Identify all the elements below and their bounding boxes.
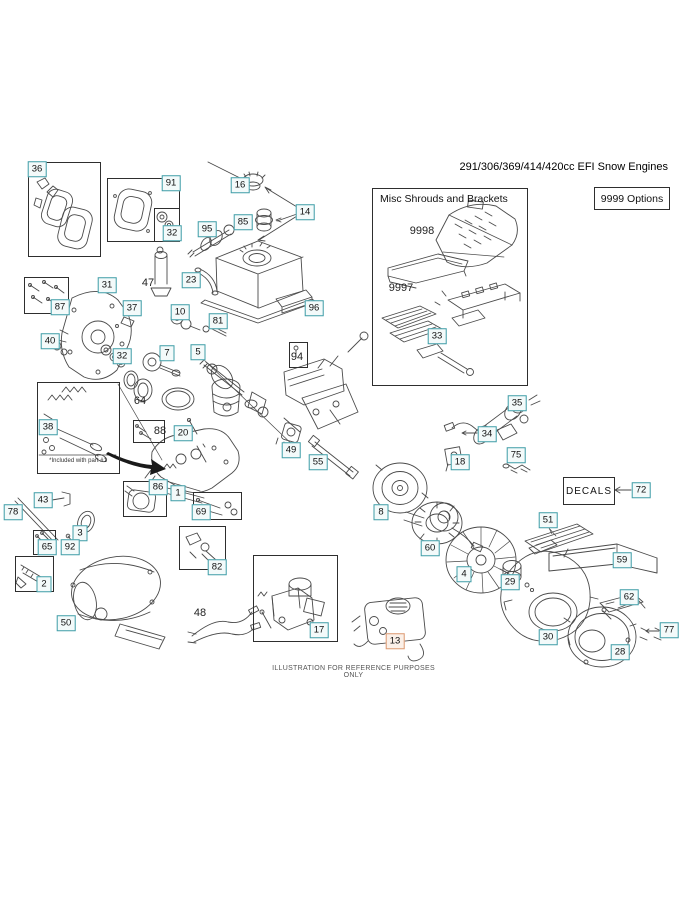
callout-62[interactable]: 62 bbox=[620, 589, 639, 605]
decals-panel[interactable] bbox=[563, 477, 615, 505]
leader-lines-14 bbox=[258, 187, 297, 241]
callout-31[interactable]: 31 bbox=[98, 277, 117, 293]
callout-85[interactable]: 85 bbox=[234, 214, 253, 230]
callout-5[interactable]: 5 bbox=[191, 344, 206, 360]
decals-label: DECALS bbox=[565, 485, 612, 497]
callout-7[interactable]: 7 bbox=[160, 345, 175, 361]
callout-38[interactable]: 38 bbox=[39, 419, 58, 435]
callout-78[interactable]: 78 bbox=[4, 504, 23, 520]
callout-49[interactable]: 49 bbox=[282, 442, 301, 458]
callout-55[interactable]: 55 bbox=[309, 454, 328, 470]
woodruff-key-37 bbox=[116, 317, 135, 328]
callout-1[interactable]: 1 bbox=[171, 485, 186, 501]
callout-60[interactable]: 60 bbox=[421, 540, 440, 556]
callout-34[interactable]: 34 bbox=[478, 426, 497, 442]
callout-18[interactable]: 18 bbox=[451, 454, 470, 470]
callout-14[interactable]: 14 bbox=[296, 204, 315, 220]
baffle-51 bbox=[525, 524, 593, 554]
callout-8[interactable]: 8 bbox=[374, 504, 389, 520]
callout-65[interactable]: 65 bbox=[38, 539, 57, 555]
callout-40[interactable]: 40 bbox=[41, 333, 60, 349]
options-panel[interactable] bbox=[594, 187, 670, 210]
misc-shrouds-title: Misc Shrouds and Brackets bbox=[380, 193, 508, 205]
bracket-59 bbox=[549, 544, 657, 573]
callout-95[interactable]: 95 bbox=[198, 221, 217, 237]
options-label: 9999 Options bbox=[600, 192, 664, 205]
clip-75 bbox=[503, 464, 530, 473]
callout-37[interactable]: 37 bbox=[123, 300, 142, 316]
decals-arrow bbox=[615, 487, 631, 493]
callout-50[interactable]: 50 bbox=[57, 615, 76, 631]
callout-33[interactable]: 33 bbox=[428, 328, 447, 344]
callout-10[interactable]: 10 bbox=[171, 304, 190, 320]
fuel-pump-module-13 bbox=[352, 597, 426, 661]
fuel-tank bbox=[201, 241, 316, 323]
piston-and-rings bbox=[162, 379, 268, 417]
callout-72[interactable]: 72 bbox=[632, 482, 651, 498]
callout-35[interactable]: 35 bbox=[508, 395, 527, 411]
part-number-94: 94 bbox=[290, 351, 304, 363]
part-number-9997: 9997 bbox=[388, 282, 414, 294]
callout-23[interactable]: 23 bbox=[182, 272, 201, 288]
callout-75[interactable]: 75 bbox=[507, 447, 526, 463]
bracket-43 bbox=[52, 492, 70, 506]
callout-17[interactable]: 17 bbox=[310, 622, 329, 638]
callout-32[interactable]: 32 bbox=[163, 225, 182, 241]
included-with-part-note: *Included with part #1 bbox=[49, 458, 107, 464]
callout-36[interactable]: 36 bbox=[28, 161, 47, 177]
callout-13[interactable]: 13 bbox=[386, 633, 405, 649]
part-number-47: 47 bbox=[141, 277, 155, 289]
fuel-fitting-85 bbox=[256, 209, 273, 231]
callout-30[interactable]: 30 bbox=[539, 629, 558, 645]
callout-28[interactable]: 28 bbox=[611, 644, 630, 660]
part-number-88: 88 bbox=[153, 425, 167, 437]
callout-82[interactable]: 82 bbox=[208, 559, 227, 575]
callout-2[interactable]: 2 bbox=[37, 576, 52, 592]
part-number-48: 48 bbox=[193, 607, 207, 619]
callout-91[interactable]: 91 bbox=[162, 175, 181, 191]
callout-96[interactable]: 96 bbox=[305, 300, 324, 316]
reference-only-note: ILLUSTRATION FOR REFERENCE PURPOSES ONLY bbox=[272, 665, 435, 679]
page-title: 291/306/369/414/420cc EFI Snow Engines bbox=[459, 161, 668, 173]
callout-92[interactable]: 92 bbox=[61, 539, 80, 555]
callout-4[interactable]: 4 bbox=[457, 566, 472, 582]
callout-43[interactable]: 43 bbox=[34, 492, 53, 508]
callout-81[interactable]: 81 bbox=[209, 313, 228, 329]
callout-20[interactable]: 20 bbox=[174, 425, 193, 441]
callout-3[interactable]: 3 bbox=[73, 525, 88, 541]
part-number-64: 64 bbox=[133, 395, 147, 407]
clips-77 bbox=[640, 628, 661, 640]
callout-32[interactable]: 32 bbox=[113, 348, 132, 364]
callout-16[interactable]: 16 bbox=[231, 177, 250, 193]
callout-29[interactable]: 29 bbox=[501, 574, 520, 590]
callout-51[interactable]: 51 bbox=[539, 512, 558, 528]
muffler-50 bbox=[66, 548, 167, 649]
callout-69[interactable]: 69 bbox=[192, 504, 211, 520]
part-number-9998: 9998 bbox=[409, 225, 435, 237]
callout-87[interactable]: 87 bbox=[51, 299, 70, 315]
callout-59[interactable]: 59 bbox=[613, 552, 632, 568]
callout-77[interactable]: 77 bbox=[660, 622, 679, 638]
callout-86[interactable]: 86 bbox=[149, 479, 168, 495]
